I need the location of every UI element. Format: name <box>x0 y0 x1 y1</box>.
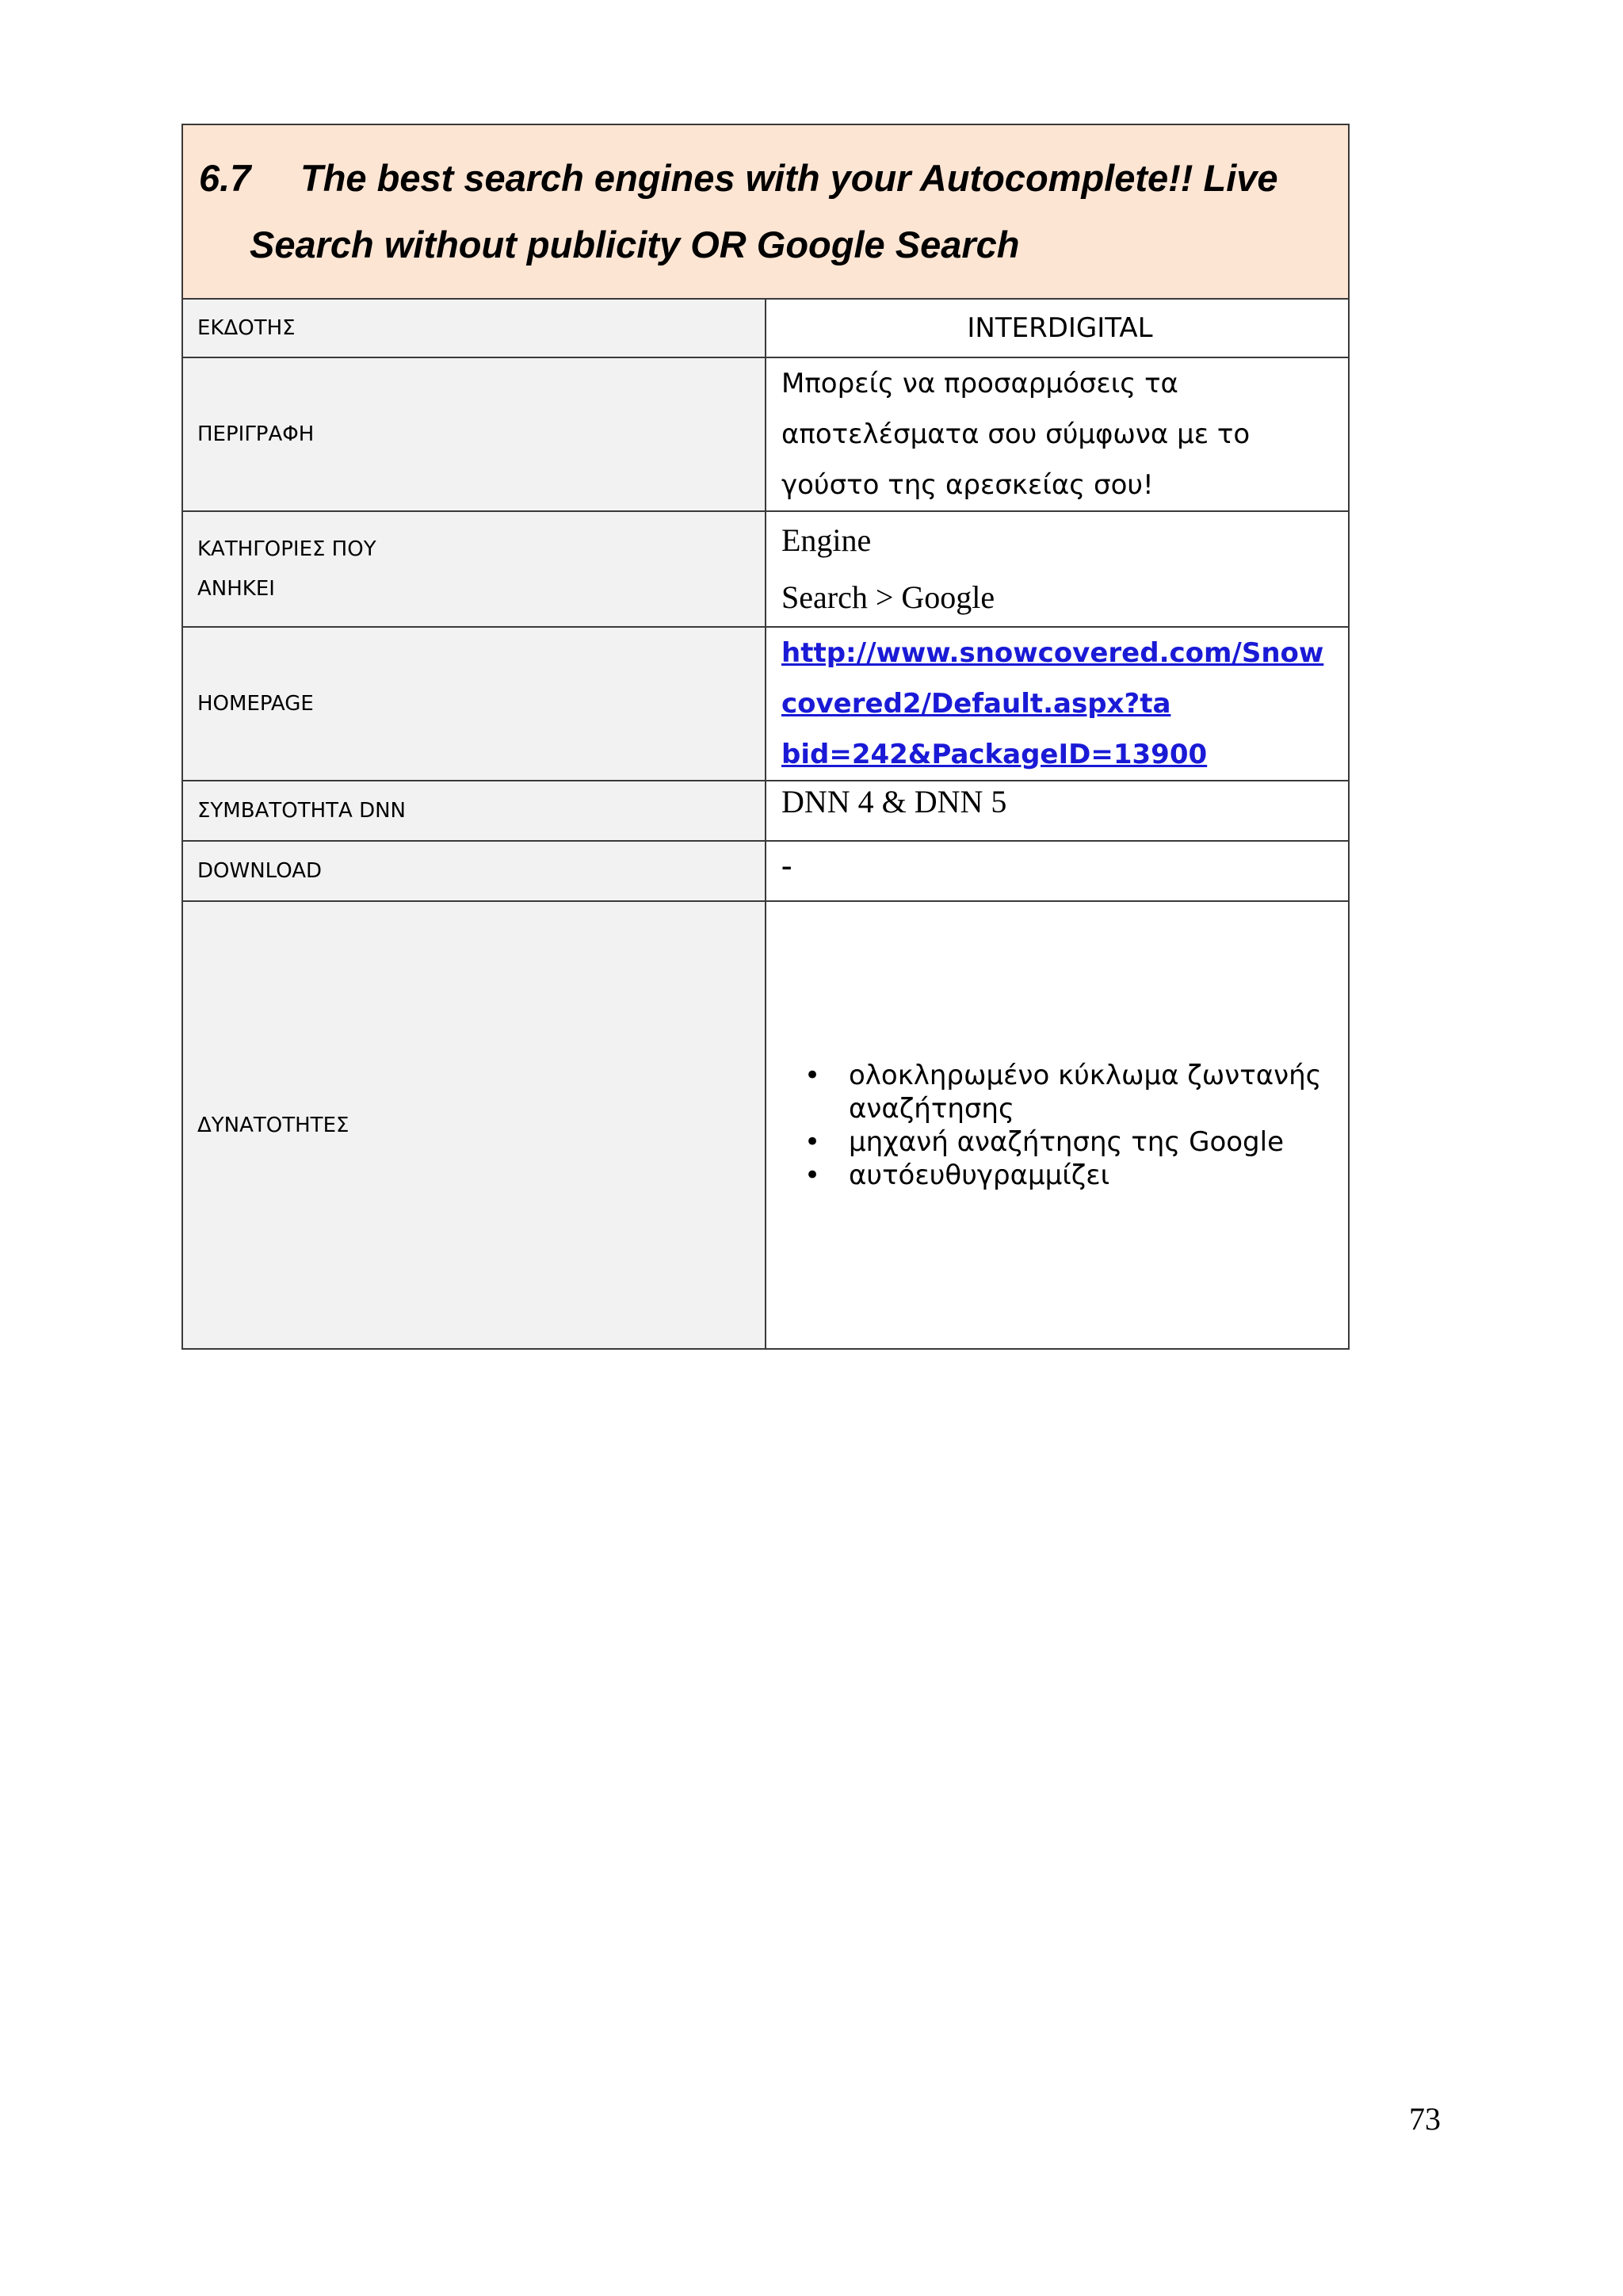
list-item: • αυτόευθυγραμμίζει <box>849 1159 1338 1192</box>
categories-value-line2: Search > Google <box>781 579 995 615</box>
table-row-download <box>182 841 1349 901</box>
table-row-categories <box>182 511 1349 627</box>
table-row-features <box>182 901 1349 1349</box>
list-item: • ολοκληρωμένο κύκλωμα ζωντανής αναζήτησης <box>849 1059 1338 1125</box>
description-label: ΠΕΡΙΓΡΑΦΗ <box>182 357 766 511</box>
homepage-label: HOMEPAGE <box>182 627 766 781</box>
features-label: ΔΥΝΑΤΟΤΗΤΕΣ <box>182 901 766 1349</box>
description-value-line1: Μπορείς να προσαρμόσεις τα αποτελέσματα σου σύμφωνα με το <box>781 368 1251 450</box>
description-value-line2: γούστο της αρεσκείας σου! <box>781 469 1154 501</box>
page-number: 73 <box>1409 2101 1441 2137</box>
section-heading <box>182 124 1349 299</box>
features-value-cell <box>766 901 1349 1349</box>
homepage-link-line1[interactable]: http://www.snowcovered.com/Snowcovered2/Default.aspx?ta <box>781 637 1324 720</box>
section-title-part1: The best search engines with your Autocomplete!! Live <box>300 157 1278 199</box>
section-heading-line1 <box>199 145 1332 212</box>
categories-label <box>182 511 766 627</box>
categories-value-line1: Engine <box>781 522 872 558</box>
homepage-value-cell <box>766 627 1349 781</box>
table-row-homepage <box>182 627 1349 781</box>
compatibility-label: ΣΥΜΒΑΤΟΤΗΤΑ DNN <box>182 781 766 841</box>
compatibility-value: DNN 4 & DNN 5 <box>781 784 1007 819</box>
extension-info-table <box>181 124 1350 1350</box>
categories-label-line1: ΚΑΤΗΓΟΡΙΕΣ ΠΟΥ <box>197 537 376 561</box>
table-row-publisher <box>182 299 1349 357</box>
download-value: - <box>781 847 792 883</box>
section-title-part2: Search without publicity OR Google Search <box>250 223 1020 266</box>
categories-value-cell <box>766 511 1349 627</box>
description-value-cell <box>766 357 1349 511</box>
compatibility-value-cell <box>766 781 1349 841</box>
download-value-cell <box>766 841 1349 901</box>
section-number: 6.7 <box>199 157 251 199</box>
publisher-label: ΕΚΔΟΤΗΣ <box>182 299 766 357</box>
publisher-value-cell <box>766 299 1349 357</box>
categories-label-line2: ΑΝΗΚΕΙ <box>197 577 275 601</box>
list-item: • μηχανή αναζήτησης της Google <box>849 1125 1338 1159</box>
table-row-compatibility <box>182 781 1349 841</box>
title-row <box>182 124 1349 299</box>
homepage-link-line2[interactable]: bid=242&PackageID=13900 <box>781 739 1208 770</box>
features-list <box>803 1059 1338 1192</box>
table-row-description <box>182 357 1349 511</box>
publisher-value: INTERDIGITAL <box>967 312 1153 344</box>
download-label: DOWNLOAD <box>182 841 766 901</box>
